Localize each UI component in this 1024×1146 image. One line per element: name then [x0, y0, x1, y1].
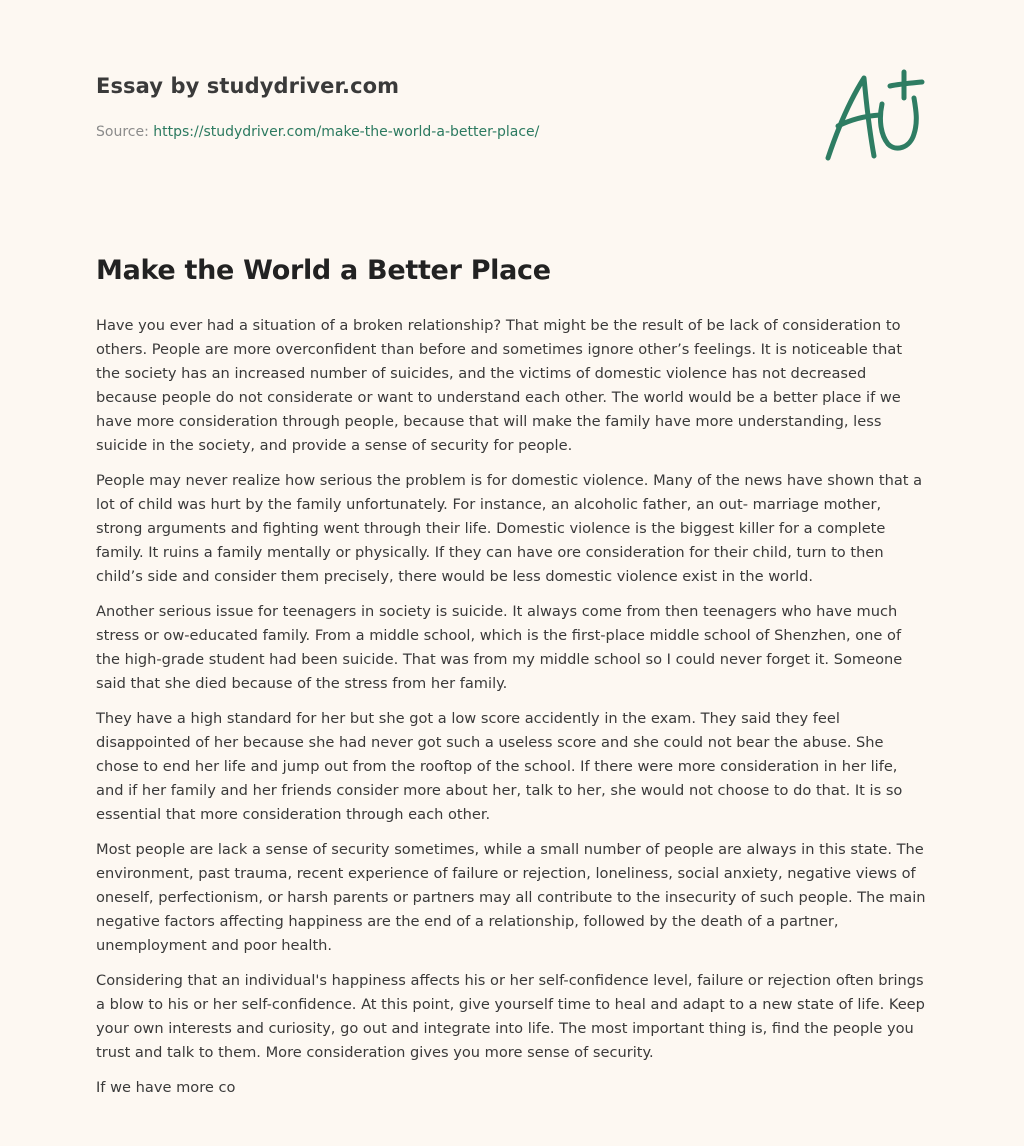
essay-paragraph: Most people are lack a sense of security sometimes, while a small number of people are always in this state. The environment, past trauma, recent experience of failure or rejection, loneliness, social anxiety, negative views of oneself, perfectionism, or harsh parents or partners may all contribute to the insecurity of such people. The main negative factors affecting happiness are the end of a relationship, followed by the death of a partner, unemployment and poor health. — [96, 841, 926, 954]
essay-title: Make the World a Better Place — [96, 255, 551, 286]
essay-paragraph: People may never realize how serious the problem is for domestic violence. Many of the news have shown that a lot of child was hurt by the family unfortunately. For instance, an alcoholic father, an out- marriage mother, strong arguments and fighting went through their life. Domestic violence is the biggest killer for a complete family. It ruins a family mentally or physically. If they can have ore consideration for their child, turn to then child’s side and consider them precisely, there would be less domestic violence exist in the world. — [96, 472, 923, 585]
a-plus-logo-icon — [824, 68, 926, 164]
essay-paragraph: Have you ever had a situation of a broken relationship? That might be the result of be lack of consideration to others. People are more overconfident than before and sometimes ignore other’s feelings. It is noticeable that the society has an increased number of suicides, and the victims of domestic violence has not decreased because people do not considerate or want to understand each other. The world would be a better place if we have more consideration through people, because that will make the family have more understanding, less suicide in the society, and provide a sense of security for people. — [96, 317, 903, 454]
source-link[interactable]: https://studydriver.com/make-the-world-a-better-place/ — [153, 124, 540, 140]
essay-paragraph: Another serious issue for teenagers in society is suicide. It always come from then teenagers who have much stress or ow-educated family. From a middle school, which is the first-place middle school of Shenzhen, one of the high-grade student had been suicide. That was from my middle school so I could never forget it. Someone said that she died because of the stress from her family. — [96, 603, 903, 692]
source-label: Source: — [96, 124, 149, 140]
essay-body — [96, 314, 928, 1111]
essay-paragraph-truncated: If we have more co — [96, 1079, 236, 1096]
source-line — [96, 124, 539, 140]
essay-paragraph: Considering that an individual's happiness affects his or her self-confidence level, failure or rejection often brings a blow to his or her self-confidence. At this point, give yourself time to heal and adapt to a new state of life. Keep your own interests and curiosity, go out and integrate into life. The most important thing is, find the people you trust and talk to them. More consideration gives you more sense of security. — [96, 972, 925, 1061]
essay-page — [96, 0, 928, 1096]
site-title: Essay by studydriver.com — [96, 74, 400, 98]
essay-paragraph: They have a high standard for her but she got a low score accidently in the exam. They said they feel disappointed of her because she had never got such a useless score and she could not bear the abuse. She chose to end her life and jump out from the rooftop of the school. If there were more consideration in her life, and if her family and her friends consider more about her, talk to her, she would not choose to do that. It is so essential that more consideration through each other. — [96, 710, 903, 823]
site-header — [96, 0, 928, 230]
